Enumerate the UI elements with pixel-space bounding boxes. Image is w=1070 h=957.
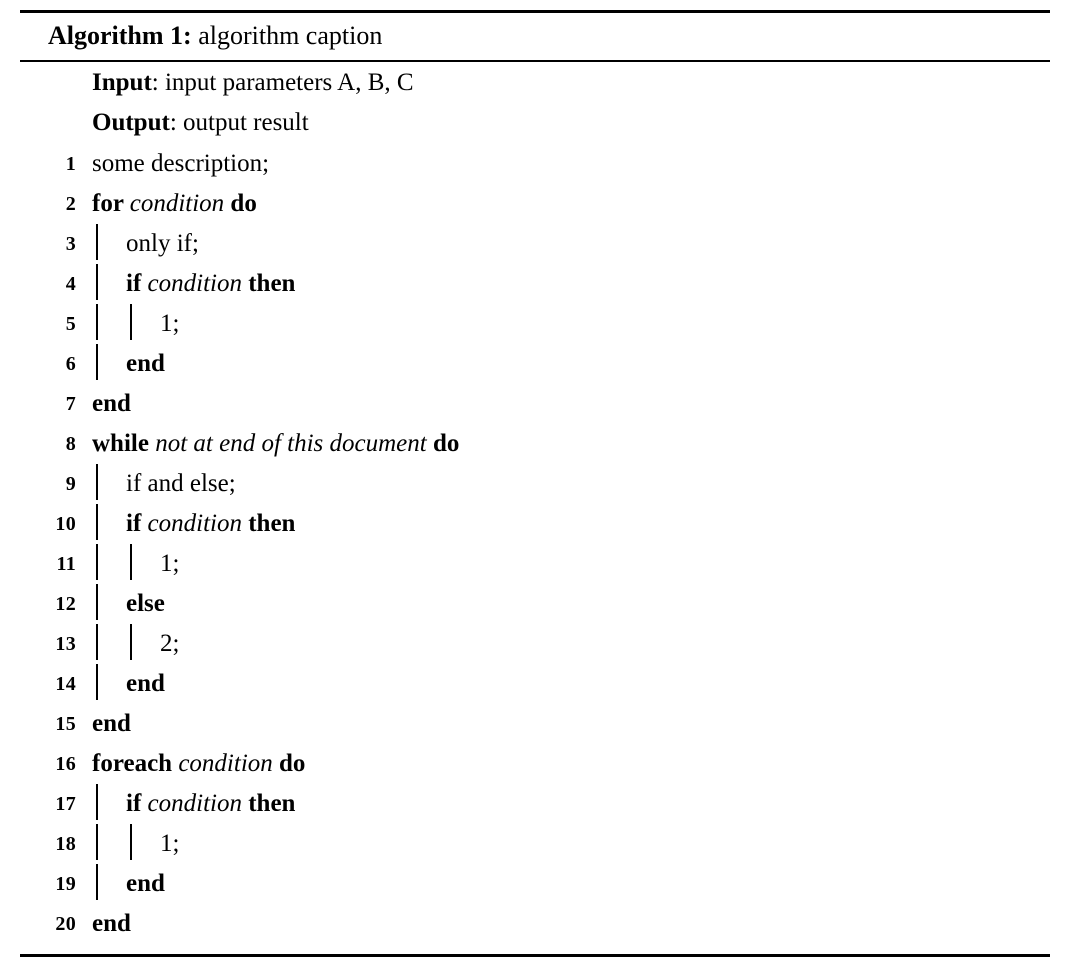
line-text xyxy=(92,908,1050,936)
line-content xyxy=(76,148,1050,176)
indent-guide xyxy=(92,228,126,256)
indent-guide xyxy=(92,788,126,816)
line-token: condition xyxy=(147,510,242,538)
line-number: 19 xyxy=(55,873,76,896)
algorithm-body xyxy=(20,62,1050,954)
algorithm-line xyxy=(20,388,1050,428)
line-text xyxy=(126,268,1050,296)
line-token: end xyxy=(126,350,165,378)
line-token: some description; xyxy=(92,150,270,178)
line-text xyxy=(126,588,1050,616)
line-content xyxy=(76,788,1050,816)
line-number: 20 xyxy=(55,913,76,936)
line-text xyxy=(126,868,1050,896)
line-content xyxy=(76,468,1050,496)
line-token: do xyxy=(272,750,306,778)
indent-guide xyxy=(92,468,126,496)
algorithm-line xyxy=(20,628,1050,668)
line-text xyxy=(92,428,1050,456)
line-content xyxy=(76,628,1050,656)
io-separator: : xyxy=(151,69,165,97)
algorithm-line xyxy=(20,268,1050,308)
line-text xyxy=(160,828,1050,856)
line-number: 1 xyxy=(65,153,76,176)
line-content xyxy=(76,348,1050,376)
line-token: if and else; xyxy=(126,470,236,498)
line-token: do xyxy=(224,190,257,218)
line-text xyxy=(160,308,1050,336)
line-token: end xyxy=(92,910,131,938)
algorithm-line xyxy=(20,228,1050,268)
line-number: 18 xyxy=(55,833,76,856)
algorithm-line xyxy=(20,348,1050,388)
line-token: end xyxy=(126,670,165,698)
line-token: end xyxy=(92,710,131,738)
line-number: 6 xyxy=(65,353,76,376)
line-content xyxy=(76,748,1050,776)
line-number: 13 xyxy=(55,633,76,656)
indent-guide xyxy=(92,868,126,896)
line-token: if xyxy=(126,270,148,298)
line-token: 1; xyxy=(160,310,180,338)
line-token: 1; xyxy=(160,830,180,858)
indent-guide xyxy=(92,308,126,336)
line-number: 15 xyxy=(55,713,76,736)
algorithm-io-line xyxy=(20,68,1050,108)
line-number: 8 xyxy=(65,433,76,456)
algorithm-io-line xyxy=(20,108,1050,148)
line-number: 4 xyxy=(65,273,76,296)
line-token: do xyxy=(426,430,460,458)
line-token: 1; xyxy=(160,550,180,578)
algorithm-line xyxy=(20,908,1050,948)
algorithm-line xyxy=(20,668,1050,708)
line-text xyxy=(126,228,1050,256)
line-content xyxy=(76,188,1050,216)
line-content xyxy=(76,308,1050,336)
line-content xyxy=(76,428,1050,456)
algorithm-caption xyxy=(20,13,1050,60)
indent-guide xyxy=(92,628,126,656)
indent-guide xyxy=(92,548,126,576)
line-content xyxy=(76,228,1050,256)
line-token: then xyxy=(241,510,296,538)
line-number: 2 xyxy=(65,193,76,216)
io-value: output result xyxy=(183,109,309,137)
line-number: 17 xyxy=(55,793,76,816)
io-separator: : xyxy=(169,109,184,137)
line-text xyxy=(92,748,1050,776)
line-text xyxy=(92,148,1050,176)
algorithm-line xyxy=(20,828,1050,868)
line-token: only if; xyxy=(126,230,199,258)
algorithm-caption-text: algorithm caption xyxy=(198,21,383,50)
algorithm-caption-label: Algorithm 1: xyxy=(48,21,192,50)
algorithm-io-lines xyxy=(20,68,1050,148)
algorithm-line xyxy=(20,868,1050,908)
indent-guide xyxy=(126,828,160,856)
line-token: condition xyxy=(129,190,225,218)
line-content xyxy=(76,708,1050,736)
line-text xyxy=(126,468,1050,496)
indent-guide xyxy=(126,628,160,656)
line-text xyxy=(92,708,1050,736)
line-text xyxy=(160,548,1050,576)
algorithm-line xyxy=(20,548,1050,588)
algorithm-line xyxy=(20,588,1050,628)
line-token: not at end of this document xyxy=(155,430,427,458)
line-text xyxy=(92,188,1050,216)
line-number: 5 xyxy=(65,313,76,336)
algorithm-code-lines xyxy=(20,148,1050,948)
line-content xyxy=(76,388,1050,416)
line-text xyxy=(160,628,1050,656)
line-content xyxy=(76,108,1050,135)
line-content xyxy=(76,548,1050,576)
line-token: then xyxy=(241,270,296,298)
io-label: Output xyxy=(92,109,170,137)
line-token: for xyxy=(92,190,130,218)
line-token: while xyxy=(92,430,156,458)
line-text xyxy=(92,388,1050,416)
line-number: 3 xyxy=(65,233,76,256)
line-content xyxy=(76,908,1050,936)
line-text xyxy=(126,348,1050,376)
algorithm-line xyxy=(20,708,1050,748)
indent-guide xyxy=(92,268,126,296)
line-content xyxy=(76,68,1050,95)
io-value: input parameters A, B, C xyxy=(164,69,414,97)
line-token: condition xyxy=(147,790,242,818)
indent-guide xyxy=(92,588,126,616)
algorithm-line xyxy=(20,188,1050,228)
line-content xyxy=(76,868,1050,896)
algorithm-line xyxy=(20,508,1050,548)
line-number: 11 xyxy=(56,553,76,576)
line-token: foreach xyxy=(92,750,179,778)
line-content xyxy=(76,268,1050,296)
line-content xyxy=(76,588,1050,616)
indent-guide xyxy=(92,348,126,376)
line-token: else xyxy=(126,590,165,618)
line-text xyxy=(92,108,1050,135)
line-content xyxy=(76,508,1050,536)
algorithm-block xyxy=(20,10,1050,957)
line-content xyxy=(76,828,1050,856)
line-token: end xyxy=(92,390,131,418)
line-number: 14 xyxy=(55,673,76,696)
line-number: 9 xyxy=(65,473,76,496)
line-token: then xyxy=(241,790,296,818)
algorithm-line xyxy=(20,428,1050,468)
algorithm-line xyxy=(20,308,1050,348)
line-number: 7 xyxy=(65,393,76,416)
io-label: Input xyxy=(92,69,152,97)
line-text xyxy=(126,508,1050,536)
line-text xyxy=(126,788,1050,816)
indent-guide xyxy=(126,548,160,576)
line-token: condition xyxy=(147,270,242,298)
line-token: end xyxy=(126,870,165,898)
line-number: 10 xyxy=(55,513,76,536)
indent-guide xyxy=(92,508,126,536)
indent-guide xyxy=(92,828,126,856)
line-number: 12 xyxy=(55,593,76,616)
line-text xyxy=(92,68,1050,95)
algorithm-line xyxy=(20,148,1050,188)
line-token: condition xyxy=(178,750,273,778)
line-token: if xyxy=(126,510,148,538)
line-content xyxy=(76,668,1050,696)
algorithm-line xyxy=(20,788,1050,828)
algorithm-line xyxy=(20,468,1050,508)
algorithm-line xyxy=(20,748,1050,788)
line-token: if xyxy=(126,790,148,818)
line-token: 2; xyxy=(160,630,180,658)
line-number: 16 xyxy=(55,753,76,776)
indent-guide xyxy=(92,668,126,696)
indent-guide xyxy=(126,308,160,336)
line-text xyxy=(126,668,1050,696)
